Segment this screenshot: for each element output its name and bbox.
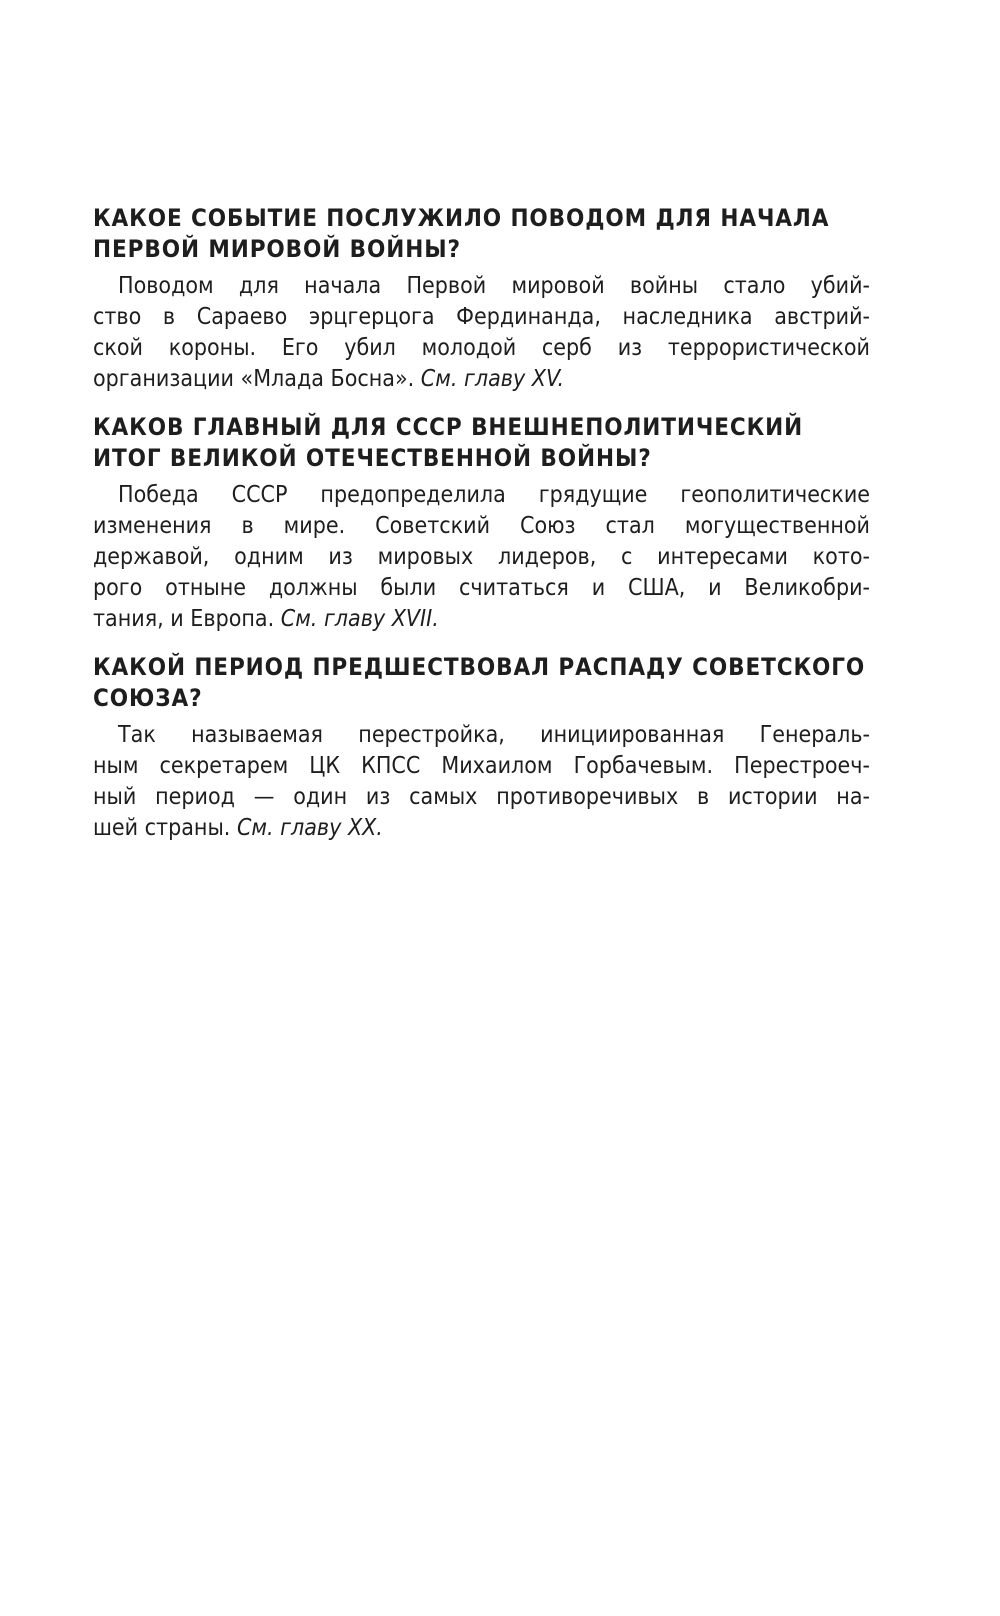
answer-line: Победа СССР предопределила грядущие геополитические [118,482,870,508]
answer-line: ство в Сараево эрцгерцога Фердинанда, наследника австрий- [93,304,870,330]
question-heading [93,652,870,714]
answer-line: ской короны. Его убил молодой серб из террористической [93,335,870,361]
qa-block-2 [93,412,870,635]
answer-line: изменения в мире. Советский Союз стал могущественной [93,513,870,539]
question-line: КАКОЙ ПЕРИОД ПРЕДШЕСТВОВАЛ РАСПАДУ СОВЕТСКОГО [93,653,866,681]
answer-last-line [93,364,870,395]
qa-block-3 [93,652,870,844]
qa-block-1 [93,203,870,395]
answer-last-line [93,813,870,844]
question-line: ПЕРВОЙ МИРОВОЙ ВОЙНЫ? [93,235,461,263]
question-heading [93,412,870,474]
question-line: ИТОГ ВЕЛИКОЙ ОТЕЧЕСТВЕННОЙ ВОЙНЫ? [93,444,652,472]
chapter-reference: См. главу XVII. [280,606,439,632]
page-content [93,203,870,861]
answer-line: державой, одним из мировых лидеров, с интересами кото- [93,544,870,570]
answer-last-line [93,604,870,635]
answer-line: Поводом для начала Первой мировой войны стало убий- [118,273,870,299]
answer-paragraph [93,480,870,635]
answer-line: ный период — один из самых противоречивых в истории на- [93,784,870,810]
answer-line: Так называемая перестройка, инициированная Генераль- [118,722,870,748]
question-heading [93,203,870,265]
chapter-reference: См. главу XV. [420,366,565,392]
answer-line: ным секретарем ЦК КПСС Михаилом Горбачевым. Перестроеч- [93,753,870,779]
answer-line: организации «Млада Босна». [93,366,415,392]
question-line: КАКОВ ГЛАВНЫЙ ДЛЯ СССР ВНЕШНЕПОЛИТИЧЕСКИЙ [93,413,804,441]
question-line: СОЮЗА? [93,684,203,712]
answer-line: рого отныне должны были считаться и США, и Великобри- [93,575,870,601]
chapter-reference: См. главу XX. [236,815,383,841]
answer-paragraph [93,720,870,844]
answer-line: тания, и Европа. [93,606,275,632]
answer-line: шей страны. [93,815,231,841]
answer-paragraph [93,271,870,395]
question-line: КАКОЕ СОБЫТИЕ ПОСЛУЖИЛО ПОВОДОМ ДЛЯ НАЧАЛА [93,204,830,232]
